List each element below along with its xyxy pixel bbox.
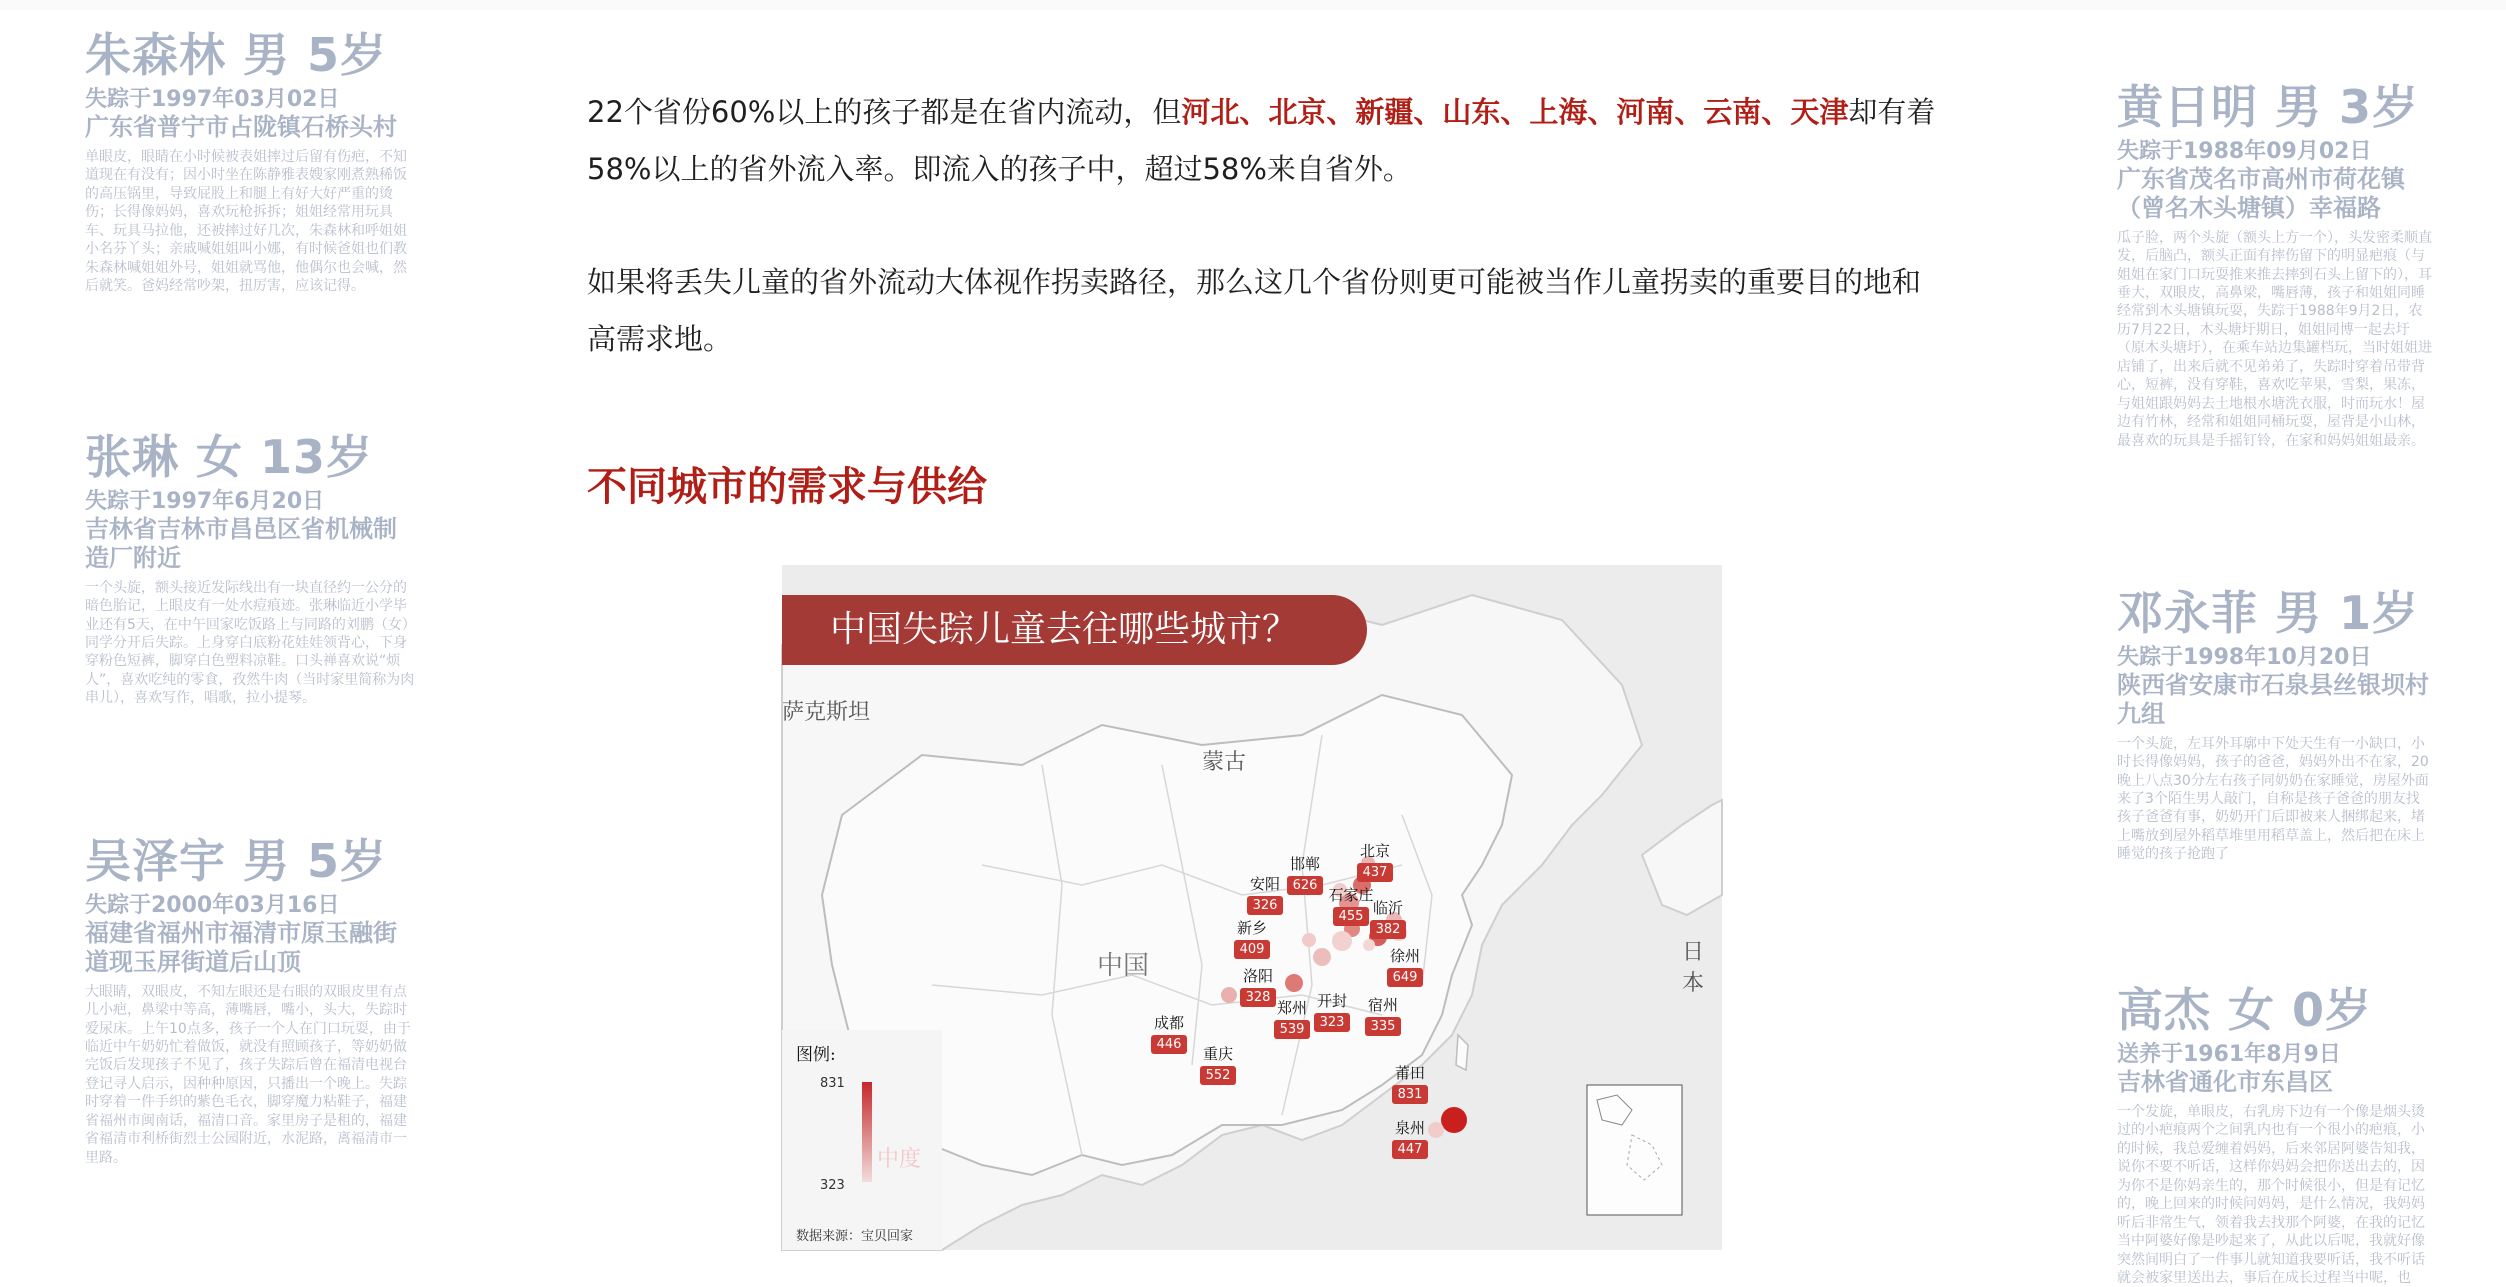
profile-name: 高杰 女 0岁 — [2117, 983, 2373, 1037]
profile-name: 吴泽宇 男 5岁 — [85, 834, 388, 888]
city-name: 石家庄 — [1328, 886, 1374, 904]
profile-location: 福建省福州市福清市原玉融街道现玉屏街道后山顶 — [85, 918, 397, 976]
city-value: 437 — [1357, 863, 1394, 882]
section-title: 不同城市的需求与供给 — [587, 463, 987, 510]
profile-card-left-1 — [85, 30, 420, 296]
city-value: 831 — [1392, 1085, 1429, 1104]
map-title-banner: 中国失踪儿童去往哪些城市？ — [782, 595, 1367, 665]
profile-date: 失踪于1997年6月20日 — [85, 488, 325, 514]
city-value: 447 — [1392, 1140, 1429, 1159]
paragraph-text: 22个省份60%以上的孩子都是在省内流动，但 — [587, 95, 1182, 129]
data-source: 数据来源：宝贝回家 — [796, 1229, 914, 1244]
city-chongqing — [1178, 1046, 1258, 1085]
city-value: 552 — [1200, 1066, 1237, 1085]
city-name: 宿州 — [1367, 996, 1398, 1014]
city-value: 326 — [1247, 896, 1284, 915]
city-name: 泉州 — [1394, 1119, 1425, 1137]
city-name: 莆田 — [1394, 1064, 1425, 1082]
profile-date: 送养于1961年8月9日 — [2117, 1041, 2341, 1067]
profile-location: 陕西省安康市石泉县丝银坝村九组 — [2117, 670, 2429, 728]
profile-name: 黄日明 男 3岁 — [2117, 80, 2420, 134]
legend-max-value: 831 — [820, 1076, 845, 1091]
highlighted-provinces: 河北、北京、新疆、山东、上海、河南、云南、天津 — [1181, 95, 1849, 129]
city-name: 临沂 — [1372, 899, 1403, 917]
profile-date: 失踪于1998年10月20日 — [2117, 644, 2372, 670]
profile-location: 广东省茂名市高州市荷花镇（曾名木头塘镇）幸福路 — [2117, 164, 2405, 222]
profile-description: 一个头旋，左耳外耳廓中下处天生有一小缺口，小时长得像妈妈，孩子的爸爸，妈妈外出不在家，20晚上八点30分左右孩子同奶奶在家睡觉，房屋外面来了3个陌生男人敲门，自称是孩子爸爸的朋友找孩子爸爸有事，奶奶开门后即被来人捆绑起来，堵上嘴放到屋外稻草堆里用稻草盖上，然后把在床上睡觉的孩子抢跑了 — [2117, 735, 2429, 863]
city-name: 成都 — [1153, 1014, 1184, 1032]
profile-description: 大眼睛，双眼皮，不知左眼还是右眼的双眼皮里有点儿小疤，鼻梁中等高，薄嘴唇，嘴小，头大，失踪时爱尿床。上午10点多，孩子一个人在门口玩耍，由于临近中午奶奶忙着做饭，就没有照顾孩子，等奶奶做完饭后发现孩子不见了，孩子失踪后曾在福清电视台登记寻人启示，因种种原因，只播出一个晚上。失踪时穿着一件手织的紫色毛衣，脚穿魔力粘鞋子，福建省福州市闽南话，福清口音。家里房子是租的，福建省福清市利桥街烈士公园附近，水泥路，离福清市一里路。 — [85, 983, 411, 1166]
profile-date: 失踪于2000年03月16日 — [85, 892, 340, 918]
legend-min-value: 323 — [820, 1178, 845, 1193]
city-name: 安阳 — [1249, 875, 1280, 893]
city-name: 郑州 — [1276, 999, 1307, 1017]
city-name: 洛阳 — [1242, 967, 1273, 985]
profile-date: 失踪于1997年03月02日 — [85, 86, 340, 112]
city-xinxiang — [1212, 920, 1292, 959]
map-legend — [782, 1030, 942, 1250]
profile-location: 吉林省通化市东昌区 — [2117, 1067, 2333, 1096]
profile-card-right-3 — [2117, 983, 2432, 1286]
paragraph-destination — [587, 254, 1937, 368]
paragraph-text: 却有着58%以上的省外流入率。即流入的孩子中，超过58%来自省外。 — [587, 95, 1936, 186]
region-label-kazakhstan: 萨克斯坦 — [782, 700, 871, 725]
city-putian — [1370, 1065, 1450, 1104]
profile-card-left-2 — [85, 432, 420, 708]
city-value: 626 — [1287, 876, 1324, 895]
city-linyi — [1348, 900, 1428, 939]
city-value: 328 — [1240, 988, 1277, 1007]
profile-description: 一个头旋，额头接近发际线出有一块直径约一公分的暗色胎记，上眼皮有一处水痘痕迹。张琳临近小学毕业还有5天，在中午回家吃饭路上与同路的刘鹏（女）同学分开后失踪。上身穿白底粉花娃娃领背心，下身穿粉色短裤，脚穿白色塑料凉鞋。口头禅喜欢说“烦人”，喜欢吃纯的零食，孜然牛肉（当时家里简称为肉串儿），喜欢写作，唱歌，拉小提琴。 — [85, 579, 416, 707]
city-quanzhou — [1370, 1120, 1450, 1159]
top-strip — [0, 0, 2506, 10]
city-name: 邯郸 — [1289, 855, 1320, 873]
profile-location: 吉林省吉林市昌邑区省机械制造厂附近 — [85, 514, 397, 572]
city-xuzhou — [1365, 948, 1445, 987]
profile-date: 失踪于1988年09月02日 — [2117, 138, 2372, 164]
city-value: 446 — [1151, 1035, 1188, 1054]
city-map-figure — [782, 565, 1722, 1250]
region-label-mongolia: 蒙古 — [1202, 750, 1247, 775]
profile-card-right-1 — [2117, 82, 2432, 450]
city-name: 重庆 — [1202, 1045, 1233, 1063]
city-name: 北京 — [1359, 842, 1390, 860]
city-value: 323 — [1314, 1013, 1351, 1032]
profile-name: 朱森林 男 5岁 — [85, 28, 388, 82]
paragraph-interprovincial — [587, 84, 1937, 198]
profile-description: 单眼皮，眼睛在小时候被表姐摔过后留有伤疤，不知道现在有没有；因小时坐在陈静雅表嫂家刚煮熟稀饭的高压锅里，导致屁股上和腿上有好大好严重的烫伤；长得像妈妈，喜欢玩枪拆拆；姐姐经常用玩具车、玩具马拉他，还被摔过好几次，朱森林和呼姐姐小名芬丫头；亲戚喊姐姐叫小娜，有时候爸姐也们教朱森林喊姐姐外号，姐姐就骂他，他偶尔也会喊，然后就笑。爸妈经常吵架，扭厉害，应该记得。 — [85, 148, 407, 295]
paragraph-text: 如果将丢失儿童的省外流动大体视作拐卖路径，那么这几个省份则更可能被当作儿童拐卖的重要目的地和高需求地。 — [587, 265, 1922, 356]
legend-color-scale — [862, 1082, 872, 1182]
city-value: 649 — [1387, 968, 1424, 987]
region-label-china: 中国 — [1097, 951, 1150, 981]
profile-location: 广东省普宁市占陇镇石桥头村 — [85, 112, 397, 141]
region-label-japan: 日本 — [1682, 940, 1705, 996]
city-name: 新乡 — [1236, 919, 1267, 937]
city-anyang — [1225, 876, 1305, 915]
city-beijing — [1335, 843, 1415, 882]
city-value: 539 — [1274, 1020, 1311, 1039]
city-suzhou — [1343, 997, 1423, 1036]
city-name: 开封 — [1316, 992, 1347, 1010]
city-value: 335 — [1365, 1017, 1402, 1036]
profile-name: 邓永菲 男 1岁 — [2117, 586, 2420, 640]
city-value: 409 — [1234, 940, 1271, 959]
legend-watermark-word: 中度 — [877, 1147, 922, 1172]
legend-title: 图例: — [796, 1045, 836, 1065]
profile-card-right-2 — [2117, 588, 2432, 864]
profile-description: 瓜子脸，两个头旋（额头上方一个），头发密柔顺直发，后脑凸，额头正面有摔伤留下的明显疤痕（与姐姐在家门口玩耍推来推去摔到石头上留下的），耳垂大，双眼皮，高鼻梁，嘴唇薄，孩子和姐姐同睡经常到木头塘镇玩耍，失踪于1988年9月2日，农历7月22日，木头塘圩期日，姐姐同博一起去圩（原木头塘圩），在乘车站边集罐档玩，当时姐姐进店铺了，出来后就不见弟弟了，失踪时穿着吊带背心，短裤，没有穿鞋，喜欢吃苹果，雪梨，果冻，与姐姐跟妈妈去土地根水塘洗衣服，时而玩水！屋边有竹林，经常和姐姐同桶玩耍，屋背是小山林，最喜欢的玩具是手摇钉铃，在家和妈妈姐姐最亲。 — [2117, 229, 2432, 449]
city-value: 382 — [1370, 920, 1407, 939]
city-name: 徐州 — [1389, 947, 1420, 965]
profile-description: 一个发旋，单眼皮，右乳房下边有一个像是烟头烫过的小疤痕两个之间乳内也有一个很小的疤痕，小的时候，我总爱缠着妈妈，后来邻居阿婆告知我，说你不要不听话，这样你妈妈会把你送出去的，因为你不是你妈亲生的，那个时候很小，但是有记忆的，晚上回来的时候问妈妈，是什么情况，我妈妈听后非常生气，领着我去找那个阿婆，在我的记忆当中阿婆好像是吵起来了，从此以后呢，我就好像突然间明白了一件事儿就知道我要听话，我不听话就会被家里送出去，事后在成长过程当中呢，也 — [2117, 1103, 2425, 1286]
profile-name: 张琳 女 13岁 — [85, 430, 374, 484]
profile-card-left-3 — [85, 836, 420, 1167]
city-value: 455 — [1333, 907, 1370, 926]
